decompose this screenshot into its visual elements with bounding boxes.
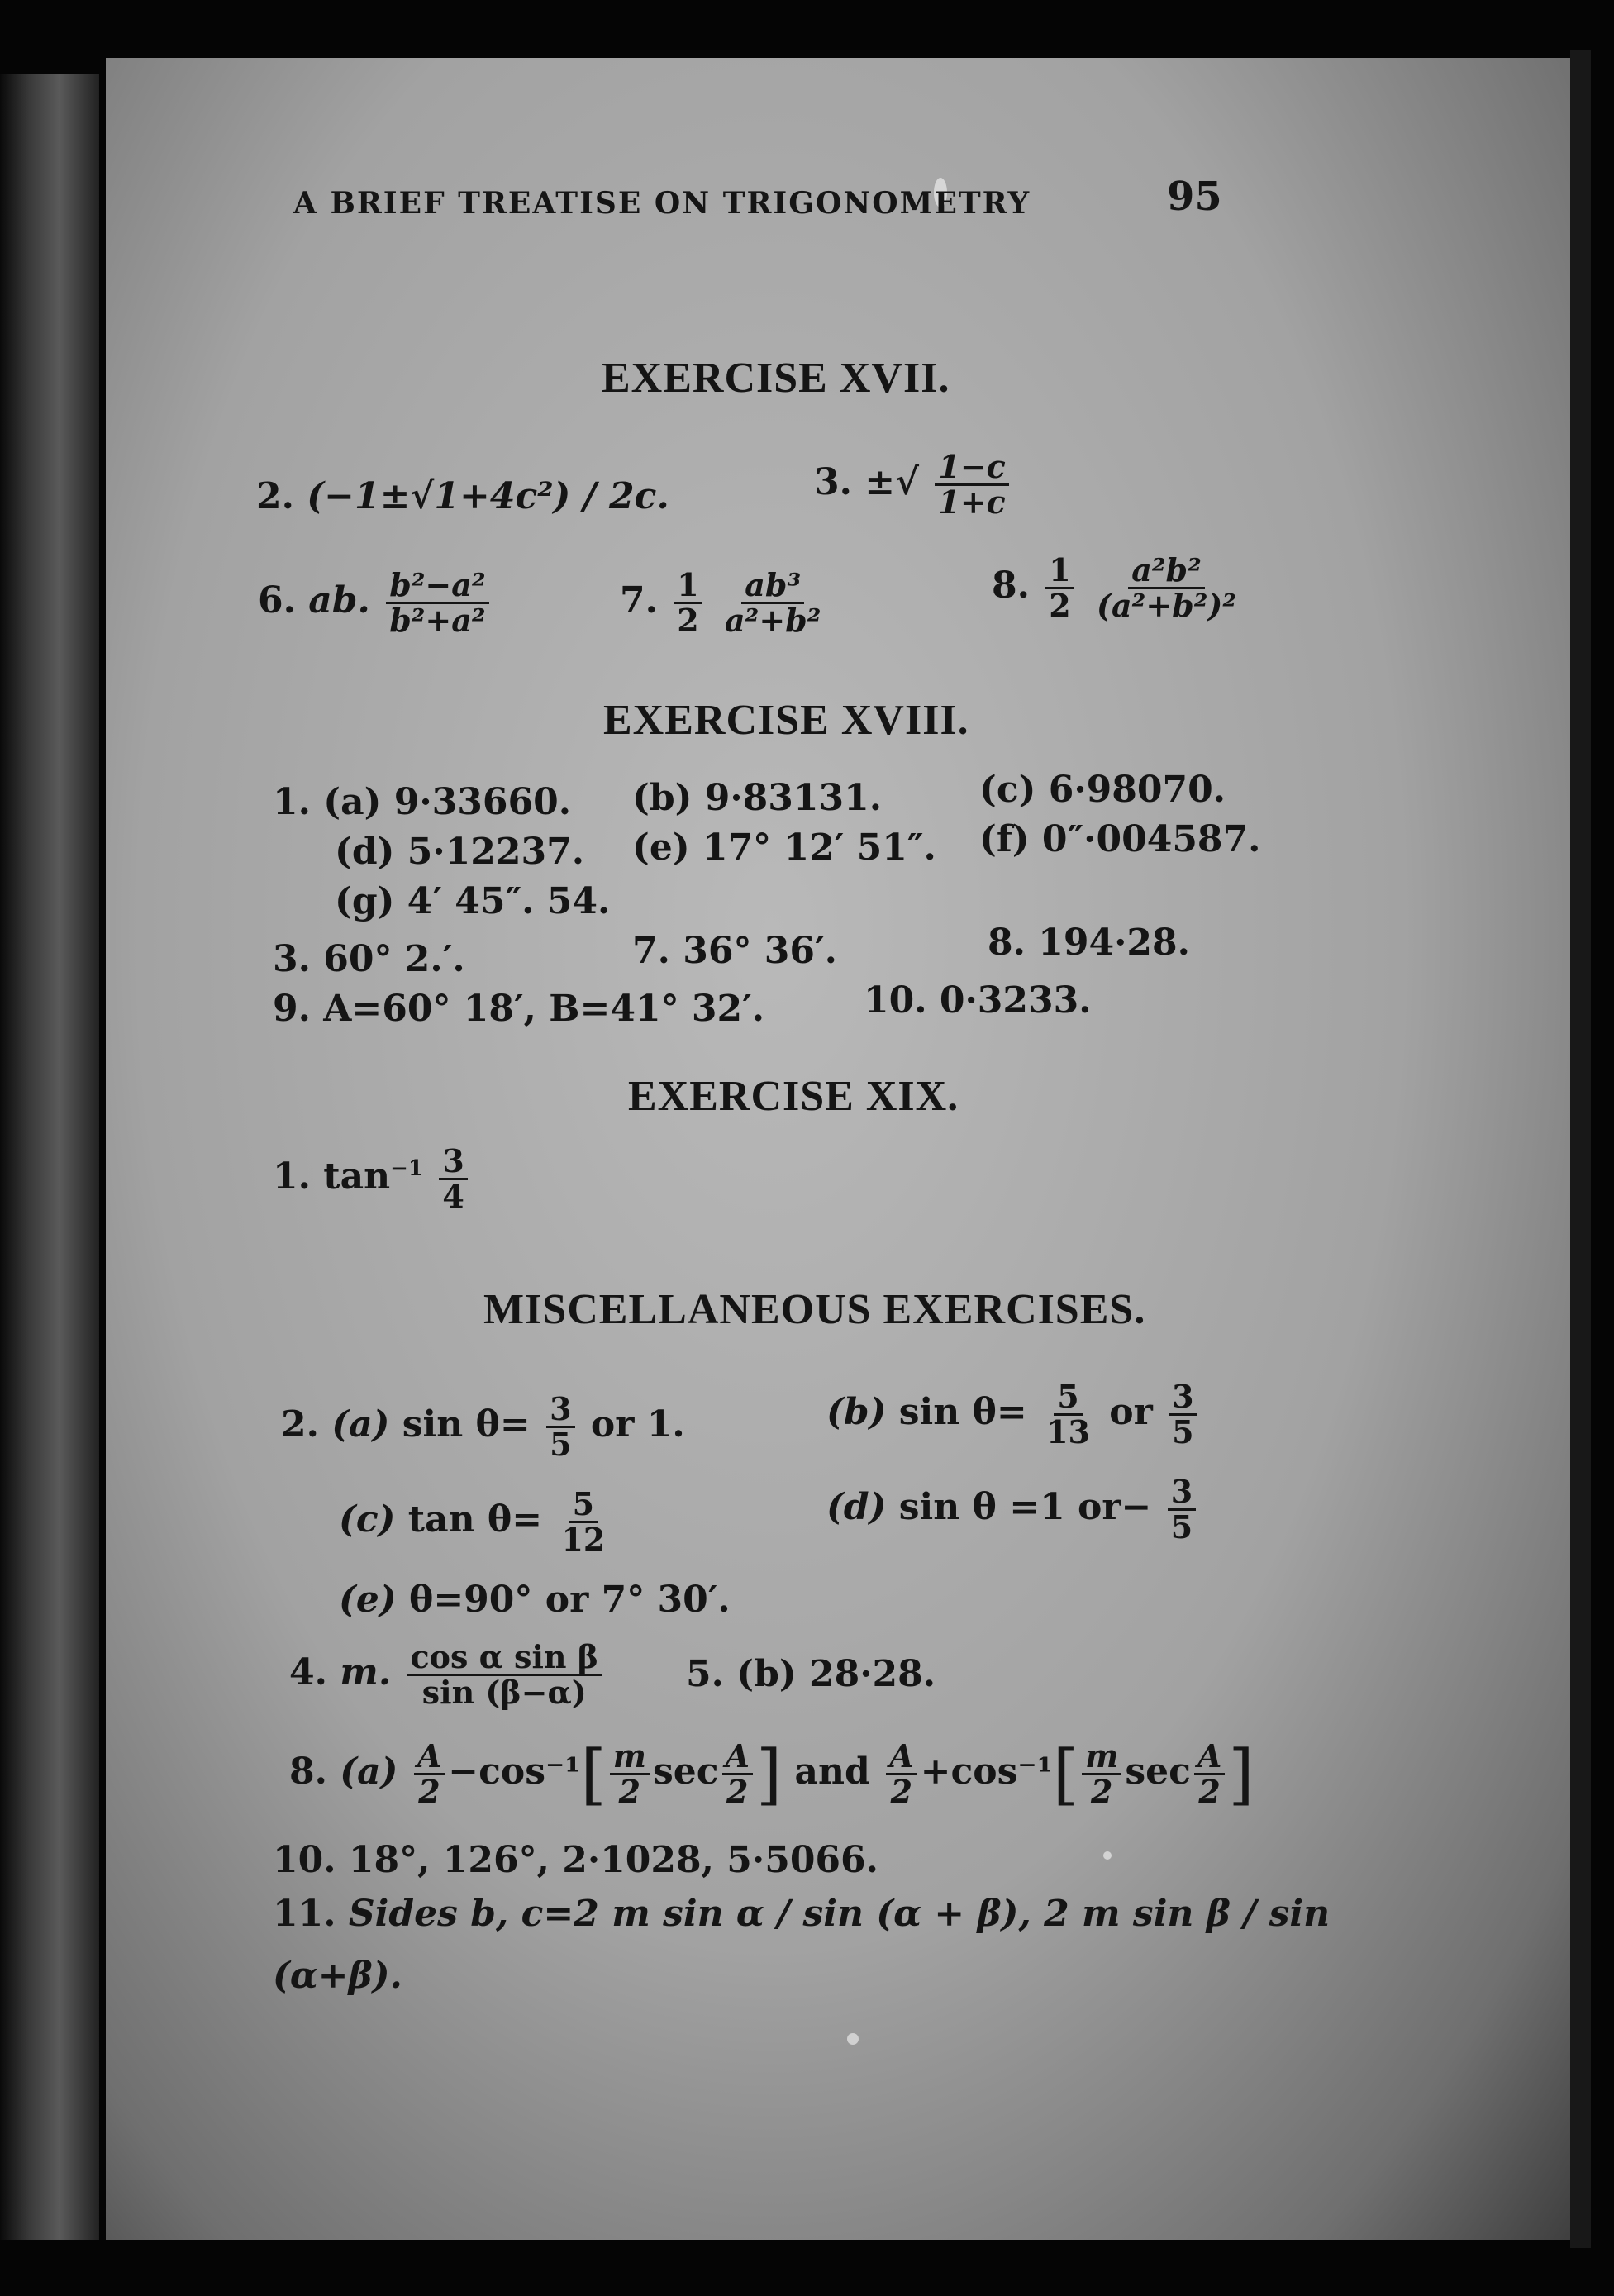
fraction-numerator: A — [1194, 1740, 1225, 1775]
answer-xviii-9: 9. A=60° 18′, B=41° 32′. — [273, 988, 765, 1030]
exercise-xvii-heading: EXERCISE XVII. — [602, 355, 950, 402]
fraction-denominator: a²+b² — [725, 601, 821, 639]
fraction-numerator: 5 — [1054, 1380, 1082, 1416]
right-bracket: ] — [756, 1736, 783, 1813]
answer-expression: 18°, 126°, 2·1028, 5·5066. — [348, 1839, 878, 1881]
tan-function: tan — [323, 1155, 391, 1198]
answer-number: 11. — [273, 1893, 336, 1935]
answer-number: 8. — [289, 1751, 327, 1793]
fraction-numerator: a²b² — [1128, 554, 1204, 589]
part-label: (d) — [826, 1485, 887, 1528]
left-bracket: [ — [1052, 1736, 1079, 1813]
miscellaneous-heading: MISCELLANEOUS EXERCISES. — [483, 1286, 1146, 1333]
answer-fraction — [546, 1390, 574, 1463]
fraction-denominator: 2 — [890, 1773, 913, 1810]
page-number: 95 — [1167, 174, 1222, 220]
fraction-numerator: 1 — [1045, 554, 1074, 589]
answer-number: 7. — [620, 579, 658, 622]
half-fraction — [1045, 551, 1074, 624]
answer-misc-2d — [826, 1475, 1199, 1544]
fraction-numerator: A — [414, 1740, 445, 1775]
fraction-numerator: 3 — [439, 1145, 467, 1180]
part-label: (c) — [339, 1498, 396, 1541]
answer-fraction — [1043, 1380, 1093, 1449]
answer-suffix: or 1. — [590, 1403, 685, 1446]
answer-fraction — [407, 1638, 602, 1711]
answer-xvii-2 — [256, 475, 669, 517]
answer-prefix: sin θ= — [898, 1390, 1027, 1433]
part-label: (a) — [331, 1403, 390, 1446]
answer-number: 5. — [686, 1653, 724, 1695]
sec-function: sec — [1125, 1751, 1191, 1793]
fraction-numerator: m — [1082, 1740, 1121, 1775]
fraction-numerator: 1 — [674, 569, 702, 604]
answer-expression: θ=90° or 7° 30′. — [408, 1579, 731, 1621]
fraction-numerator: cos α sin β — [407, 1641, 602, 1676]
fraction-denominator: 2 — [726, 1773, 749, 1810]
answer-xviii-1e: (e) 17° 12′ 51″. — [632, 826, 936, 869]
inverse-superscript: −1 — [390, 1156, 423, 1182]
adjacent-page-edge — [0, 74, 99, 2240]
fraction-denominator: 2 — [418, 1773, 440, 1810]
fraction-denominator: b²+a² — [389, 601, 486, 639]
answer-misc-11-continued: (α+β). — [273, 1955, 402, 1997]
exercise-xviii-heading: EXERCISE XVIII. — [603, 697, 969, 744]
plus-minus-root: ±√ — [864, 460, 920, 503]
fraction-numerator: m — [610, 1740, 650, 1775]
answer-misc-2e — [339, 1579, 731, 1621]
fraction-denominator: 2 — [1091, 1773, 1113, 1810]
answer-expression: (b) 28·28. — [736, 1653, 936, 1695]
answer-fraction — [558, 1485, 608, 1558]
answer-misc-4 — [289, 1638, 605, 1711]
fraction-denominator: 5 — [1172, 1412, 1194, 1450]
fraction-denominator: 2 — [677, 601, 699, 639]
paper-speck — [847, 2033, 859, 2045]
answer-number: 1. — [273, 1155, 311, 1198]
answer-connector: or — [1109, 1390, 1153, 1433]
fraction-a-over-2 — [414, 1737, 445, 1810]
and-connector: and — [794, 1751, 870, 1793]
root-fraction — [935, 450, 1008, 519]
answer-fraction — [439, 1142, 467, 1215]
fraction-numerator: b²−a² — [386, 569, 488, 604]
answer-prefix: ab. — [308, 579, 370, 622]
part-label: (b) — [826, 1390, 887, 1433]
fraction-numerator: 5 — [569, 1488, 598, 1523]
answer-xviii-1g: (g) 4′ 45″. 54. — [335, 880, 611, 922]
answer-number: 10. — [273, 1839, 336, 1881]
running-head: A BRIEF TREATISE ON TRIGONOMETRY — [293, 186, 1031, 221]
answer-xvii-6 — [258, 566, 493, 639]
fraction-denominator: 4 — [442, 1177, 464, 1215]
answer-xvii-3 — [814, 450, 1012, 519]
answer-xviii-10: 10. 0·3233. — [864, 979, 1092, 1022]
answer-xviii-1c: (c) 6·98070. — [979, 769, 1226, 811]
fraction-denominator: 12 — [561, 1520, 606, 1558]
answer-xviii-8: 8. 194·28. — [988, 922, 1190, 964]
fraction-denominator: (a²+b²)² — [1097, 586, 1236, 624]
right-bracket: ] — [1228, 1736, 1255, 1813]
answer-xviii-7: 7. 36° 36′. — [632, 930, 837, 972]
answer-number: 3. — [814, 460, 852, 503]
answer-xviii-1a: 1. (a) 9·33660. — [273, 781, 572, 823]
fraction-numerator: ab³ — [741, 569, 804, 604]
answer-number: 8. — [992, 564, 1030, 607]
fraction-numerator: A — [722, 1740, 753, 1775]
paper-speck — [1103, 1851, 1112, 1860]
answer-misc-5 — [686, 1653, 936, 1695]
fraction-denominator: 2 — [1049, 586, 1071, 624]
answer-fraction — [1168, 1475, 1196, 1544]
answer-number: 2. — [256, 475, 294, 517]
fraction-denominator: 2 — [618, 1773, 641, 1810]
fraction-numerator: A — [886, 1740, 917, 1775]
fraction-numerator: 1−c — [935, 450, 1008, 486]
answer-prefix: m. — [340, 1651, 392, 1693]
answer-xix-1 — [273, 1142, 471, 1215]
part-label: (e) — [339, 1579, 397, 1621]
answer-xviii-3: 3. 60° 2.′. — [273, 938, 465, 980]
answer-expression: (−1±√1+4c²) / 2c. — [307, 475, 669, 517]
answer-xviii-1d: (d) 5·12237. — [335, 831, 585, 873]
fraction-m-over-2 — [610, 1737, 650, 1810]
answer-expression: Sides b, c=2 m sin α / sin (α + β), 2 m sin β / sin — [348, 1893, 1331, 1935]
answer-number: 6. — [258, 579, 296, 622]
fraction-denominator: 13 — [1046, 1412, 1090, 1450]
fraction-numerator: 3 — [1168, 1475, 1196, 1511]
left-bracket: [ — [580, 1736, 607, 1813]
answer-xviii-1f: (f) 0″·004587. — [979, 818, 1261, 860]
fraction-a-over-2 — [1194, 1737, 1225, 1810]
fraction-denominator: sin (β−α) — [421, 1673, 587, 1711]
minus-arccos: −cos⁻¹ — [448, 1751, 581, 1793]
answer-number: 2. — [281, 1403, 319, 1446]
fraction-denominator: 1+c — [938, 483, 1006, 521]
fraction-m-over-2 — [1082, 1737, 1121, 1810]
answer-fraction-2 — [1169, 1380, 1197, 1449]
fraction-numerator: 3 — [546, 1393, 574, 1428]
answer-misc-8 — [289, 1736, 1255, 1813]
answer-prefix: sin θ =1 or− — [898, 1485, 1152, 1528]
part-label: (a) — [340, 1751, 398, 1793]
fraction-denominator: 5 — [1170, 1508, 1193, 1546]
fraction-numerator: 3 — [1169, 1380, 1197, 1416]
answer-xviii-1b: (b) 9·83131. — [632, 777, 883, 819]
page-binding-edge — [1570, 50, 1591, 2248]
plus-arccos: +cos⁻¹ — [920, 1751, 1053, 1793]
exercise-xix-heading: EXERCISE XIX. — [628, 1073, 959, 1120]
answer-fraction — [386, 566, 488, 639]
sec-function: sec — [652, 1751, 719, 1793]
answer-misc-2b — [826, 1380, 1201, 1449]
answer-misc-10 — [273, 1839, 878, 1881]
half-fraction — [674, 566, 702, 639]
fraction-a-over-2 — [722, 1737, 753, 1810]
answer-misc-11 — [273, 1893, 1330, 1935]
fraction-denominator: 2 — [1198, 1773, 1221, 1810]
answer-fraction — [1093, 551, 1240, 624]
answer-prefix: sin θ= — [402, 1403, 531, 1446]
answer-misc-2a — [281, 1390, 685, 1463]
answer-xvii-7 — [620, 566, 827, 639]
answer-misc-2c — [339, 1485, 612, 1558]
answer-prefix: tan θ= — [407, 1498, 543, 1541]
answer-fraction — [721, 566, 824, 639]
fraction-denominator: 5 — [550, 1425, 572, 1463]
fraction-a-over-2 — [886, 1737, 917, 1810]
answer-xvii-8 — [992, 551, 1243, 624]
answer-number: 4. — [289, 1651, 327, 1693]
